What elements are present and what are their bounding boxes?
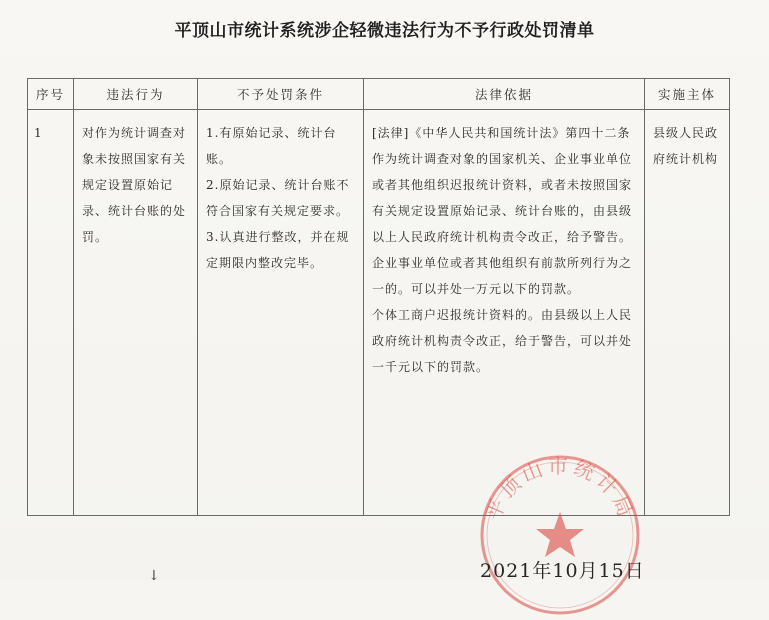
cell-index [28,110,74,516]
document-date: 2021年10月15日 [480,560,645,582]
header-violation: 违法行为 [74,79,198,110]
legal-basis-paragraph: 个体工商户迟报统计资料的。由县级以上人民政府统计机构责令改正，给于警告，可以并处一千元以下的罚款。 [372,308,633,374]
penalty-list-table [27,78,730,516]
table-header-row [28,79,730,110]
header-conditions: 不予处罚条件 [198,79,364,110]
header-index: 序号 [28,79,74,110]
legal-basis-paragraph: [法律]《中华人民共和国统计法》第四十二条作为统计调查对象的国家机关、企业事业单位或者其他组织迟报统计资料，或者未按照国家有关规定设置原始记录、统计台账的，由县级以上人民政府统计机构责令改正，给予警告。 [372,126,633,244]
cell-authority [645,110,730,516]
legal-basis-paragraph: 企业事业单位或者其他组织有前款所列行为之一的。可以并处一万元以下的罚款。 [372,256,633,296]
cell-conditions [198,110,364,516]
condition-item: 2.原始记录、统计台账不符合国家有关规定要求。 [206,178,350,218]
row-index: 1 [34,126,43,140]
seal-text: 平顶山市统计局 [480,454,640,524]
condition-item: 1.有原始记录、统计台账。 [206,126,337,166]
row-authority: 县级人民政府统计机构 [653,126,719,166]
condition-item: 3.认真进行整改，并在规定期限内整改完毕。 [206,230,350,270]
row-violation: 对作为统计调查对象未按照国家有关规定设置原始记录、统计台账的处罚。 [82,126,187,244]
legal-basis-text [364,110,644,380]
scan-mark: ↓ [148,568,160,584]
header-authority: 实施主体 [645,79,730,110]
table-row [28,110,730,516]
cell-violation [74,110,198,516]
conditions-list [198,110,363,276]
header-legal-basis: 法律依据 [364,79,645,110]
cell-legal-basis [364,110,645,516]
document-title: 平顶山市统计系统涉企轻微违法行为不予行政处罚清单 [174,21,595,41]
